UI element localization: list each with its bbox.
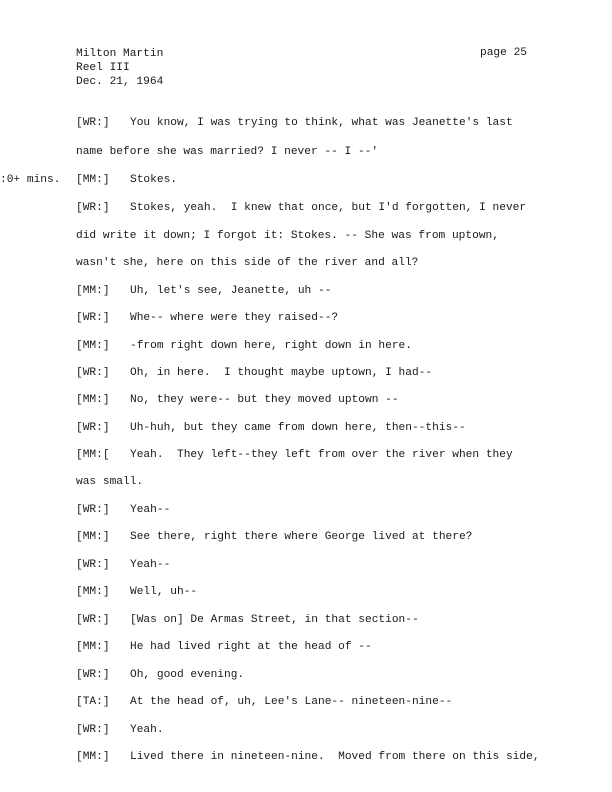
- line-speaker: [WR:]: [76, 367, 110, 379]
- line-text: Stokes.: [130, 174, 177, 186]
- line-text: No, they were-- but they moved uptown --: [130, 394, 399, 406]
- line-speaker: [MM:]: [76, 174, 110, 186]
- line-text: Oh, good evening.: [130, 669, 245, 681]
- line-text: Oh, in here. I thought maybe uptown, I had--: [130, 367, 433, 379]
- line-text: Uh, let's see, Jeanette, uh --: [130, 285, 332, 297]
- line-text: -from right down here, right down in here.: [130, 340, 412, 352]
- line-text: name before she was married? I never -- I --': [76, 146, 379, 158]
- line-text: Whe-- where were they raised--?: [130, 312, 339, 324]
- line-speaker: [WR:]: [76, 614, 110, 626]
- line-text: [Was on] De Armas Street, in that section--: [130, 614, 419, 626]
- header-name: Milton Martin: [76, 48, 164, 60]
- line-speaker: [MM:[: [76, 449, 110, 461]
- line-text: wasn't she, here on this side of the river and all?: [76, 257, 419, 269]
- line-speaker: [MM:]: [76, 641, 110, 653]
- line-text: See there, right there where George lived at there?: [130, 531, 473, 543]
- line-speaker: [WR:]: [76, 312, 110, 324]
- line-speaker: [WR:]: [76, 117, 110, 129]
- line-text: At the head of, uh, Lee's Lane-- nineteen-nine--: [130, 696, 453, 708]
- line-speaker: [MM:]: [76, 751, 110, 763]
- line-speaker: [WR:]: [76, 422, 110, 434]
- line-speaker: [WR:]: [76, 559, 110, 571]
- line-speaker: [MM:]: [76, 586, 110, 598]
- line-speaker: [MM:]: [76, 531, 110, 543]
- line-text: was small.: [76, 476, 144, 488]
- line-text: Yeah--: [130, 504, 171, 516]
- line-speaker: [TA:]: [76, 696, 110, 708]
- page-number: page 25: [480, 47, 527, 59]
- header-reel: Reel III: [76, 62, 130, 74]
- line-speaker: [MM:]: [76, 285, 110, 297]
- line-text: Well, uh--: [130, 586, 198, 598]
- line-text: Yeah. They left--they left from over the river when they: [130, 449, 513, 461]
- line-speaker: [MM:]: [76, 340, 110, 352]
- header-date: Dec. 21, 1964: [76, 76, 164, 88]
- line-text: Lived there in nineteen-nine. Moved from there on this side,: [130, 751, 540, 763]
- line-speaker: [WR:]: [76, 724, 110, 736]
- line-speaker: [WR:]: [76, 504, 110, 516]
- line-text: You know, I was trying to think, what was Jeanette's last: [130, 117, 513, 129]
- line-speaker: [WR:]: [76, 202, 110, 214]
- line-text: did write it down; I forgot it: Stokes. -- She was from uptown,: [76, 230, 499, 242]
- margin-time-note: :0+ mins.: [0, 174, 61, 186]
- line-text: Yeah.: [130, 724, 164, 736]
- line-speaker: [WR:]: [76, 669, 110, 681]
- line-text: Stokes, yeah. I knew that once, but I'd forgotten, I never: [130, 202, 527, 214]
- line-text: Yeah--: [130, 559, 171, 571]
- line-speaker: [MM:]: [76, 394, 110, 406]
- line-text: He had lived right at the head of --: [130, 641, 372, 653]
- line-text: Uh-huh, but they came from down here, then--this--: [130, 422, 466, 434]
